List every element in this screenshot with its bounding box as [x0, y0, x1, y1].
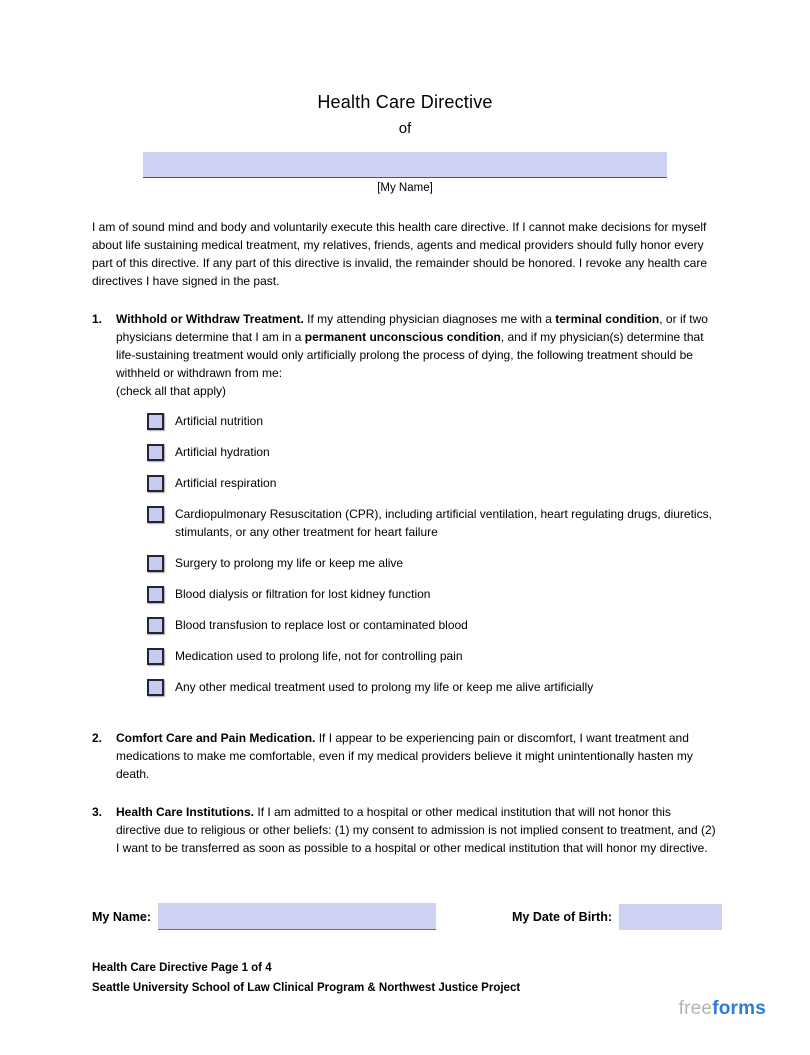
checkbox-label: Medication used to prolong life, not for controlling pain: [175, 649, 463, 663]
checklist-row: [147, 678, 718, 696]
directive-items: [92, 310, 718, 857]
my-name-bottom-input-field[interactable]: [158, 903, 436, 930]
logo-text-forms: forms: [712, 998, 766, 1019]
list-item-comfort-care: [92, 729, 718, 783]
page-title-of: of: [398, 120, 412, 137]
checklist-row: [147, 412, 718, 430]
checkbox-label: Artificial nutrition: [175, 414, 264, 428]
checkbox-blood-dialysis[interactable]: [147, 586, 164, 603]
checkbox-label: Surgery to prolong my life or keep me alive: [175, 556, 404, 570]
dob-field-group: [512, 904, 722, 930]
intro-paragraph: I am of sound mind and body and voluntarily execute this health care directive. If I cannot make decisions for myself about life sustaining medical treatment, my relatives, friends, agents and medical providers should fully honor every part of this directive. If any part of this directive is invalid, the remainder should be honored. I revoke any health care directives I have signed in the past.: [92, 220, 707, 288]
checklist-row: [147, 505, 718, 541]
checkbox-artificial-respiration[interactable]: [147, 475, 164, 492]
my-name-label: My Name:: [92, 909, 152, 924]
footer-page-info: Health Care Directive Page 1 of 4: [92, 962, 272, 974]
my-name-field-group: [92, 903, 436, 930]
page-title: Health Care Directive: [317, 92, 493, 112]
checkbox-cpr[interactable]: [147, 506, 164, 523]
checkbox-label: Artificial hydration: [175, 445, 270, 459]
item-number: 3.: [92, 805, 103, 819]
item-number: 2.: [92, 731, 103, 745]
dob-label: My Date of Birth:: [512, 910, 612, 924]
footer-note: [92, 958, 520, 998]
item-number: 1.: [92, 312, 103, 326]
checklist-row: [147, 443, 718, 461]
my-name-caption: [My Name]: [377, 182, 433, 194]
checklist-row: [147, 616, 718, 634]
logo-text-free: free: [678, 998, 713, 1019]
item-text: Comfort Care and Pain Medication. If I appear to be experiencing pain or discomfort, I want treatment and medications to make me comfortable, even if my medical providers believe it might unintentionally hasten my death.: [116, 731, 693, 781]
checklist-row: [147, 647, 718, 665]
checklist-row: [147, 585, 718, 603]
checkbox-any-other-treatment[interactable]: [147, 679, 164, 696]
item-text: Health Care Institutions. If I am admitted to a hospital or other medical institution that will not honor this directive due to religious or other beliefs: (1) my consent to admission is not implied consent to treatment, and (2) I want to be transferred as soon as possible to a hospital or other medical institution that will honor my directive.: [116, 805, 716, 855]
checkbox-artificial-hydration[interactable]: [147, 444, 164, 461]
my-name-input-field[interactable]: [143, 152, 667, 178]
checkbox-label: Blood transfusion to replace lost or contaminated blood: [175, 618, 468, 632]
checklist-row: [147, 554, 718, 572]
dob-input-field[interactable]: [619, 904, 722, 930]
checkbox-label: Artificial respiration: [175, 476, 277, 490]
checkbox-surgery[interactable]: [147, 555, 164, 572]
list-item-withhold-treatment: [92, 310, 718, 709]
check-all-note: (check all that apply): [116, 384, 227, 398]
checkbox-medication[interactable]: [147, 648, 164, 665]
bottom-fields-row: [92, 903, 722, 930]
checkbox-blood-transfusion[interactable]: [147, 617, 164, 634]
checkbox-label: Any other medical treatment used to prolong my life or keep me alive artificially: [175, 680, 594, 694]
item-text: Withhold or Withdraw Treatment. If my attending physician diagnoses me with a terminal condition, or if two physicians determine that I am in a permanent unconscious condition, and if my physician(s) determine that life-sustaining treatment would only artificially prolong the process of dying, the following treatment should be withheld or withdrawn from me:: [116, 312, 708, 380]
treatment-checklist: [147, 412, 718, 696]
footer-attribution: Seattle University School of Law Clinical Program & Northwest Justice Project: [92, 982, 521, 994]
checklist-row: [147, 474, 718, 492]
freeforms-logo: [679, 998, 766, 1020]
list-item-health-care-institutions: [92, 803, 718, 857]
checkbox-label: Cardiopulmonary Resuscitation (CPR), including artificial ventilation, heart regulating drugs, diuretics, stimulants, or any other treatment for heart failure: [175, 507, 712, 539]
checkbox-artificial-nutrition[interactable]: [147, 413, 164, 430]
checkbox-label: Blood dialysis or filtration for lost kidney function: [175, 587, 431, 601]
